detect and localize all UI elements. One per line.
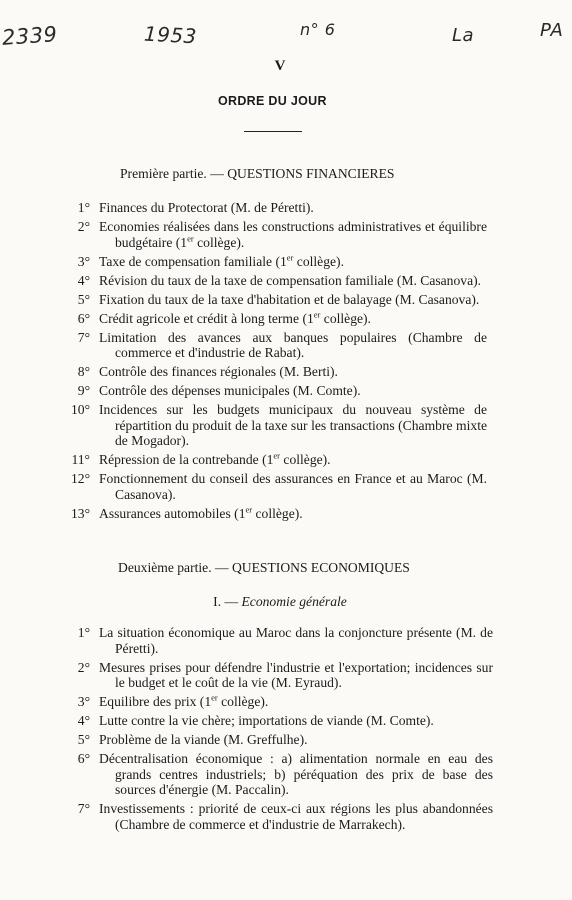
item-number: 4°	[77, 713, 90, 728]
item-text: Incidences sur les budgets municipaux du nouveau système de répartition du produit de la taxe sur les transactions (Chambre mixte de Mogador).	[99, 402, 487, 448]
handwritten-issue: n° 6	[300, 20, 336, 39]
item-text: Investissements : priorité de ceux-ci aux régions les plus abandonnées (Chambre de commerce et d'industrie de Marrakech).	[99, 801, 493, 832]
part2-heading: Deuxième partie. — QUESTIONS ECONOMIQUES	[118, 560, 410, 575]
handwritten-code-pa: PA	[540, 20, 564, 41]
item-number: 5°	[77, 291, 90, 307]
part2-list	[0, 625, 572, 836]
subsection-heading	[0, 594, 560, 610]
item-number: 6°	[77, 751, 90, 766]
item-text: La situation économique au Maroc dans la conjoncture présente (M. de Péretti).	[99, 625, 493, 656]
item-number: 3°	[77, 253, 90, 269]
item-number: 12°	[70, 471, 90, 486]
subsection-title: Economie générale	[241, 594, 347, 609]
item-number: 1°	[77, 625, 90, 640]
item-text: Répression de la contrebande (1er collège).	[99, 450, 331, 467]
list-item	[0, 471, 572, 502]
item-text: Décentralisation économique : a) alimentation normale en eau des grands centres industriels; b) péréquation des prix de base des sources d'énergie (M. Paccalin).	[99, 751, 493, 797]
list-item	[0, 292, 572, 308]
list-item	[0, 732, 572, 748]
section-number: V	[274, 58, 286, 74]
list-item	[0, 402, 572, 449]
item-number: 4°	[77, 272, 90, 288]
item-number: 3°	[77, 694, 90, 709]
item-number: 7°	[77, 801, 90, 816]
item-number: 2°	[77, 219, 90, 234]
item-text: Crédit agricole et crédit à long terme (1er collège).	[99, 308, 371, 326]
item-number: 2°	[77, 659, 90, 675]
item-text: Economies réalisées dans les constructions administratives et équilibre budgétaire (1er collège).	[99, 219, 487, 250]
page-title: ORDRE DU JOUR	[218, 94, 327, 108]
list-item	[0, 503, 572, 522]
item-text: Equilibre des prix (1er collège).	[99, 692, 269, 709]
handwritten-code-la: La	[452, 25, 475, 46]
subsection-label: I. —	[213, 594, 239, 609]
list-item	[0, 625, 572, 656]
item-text: Révision du taux de la taxe de compensation familiale (M. Casanova).	[99, 272, 482, 288]
item-text: Contrôle des finances régionales (M. Berti).	[99, 364, 338, 379]
list-item	[0, 251, 572, 270]
list-item	[0, 219, 572, 250]
item-number: 7°	[77, 329, 90, 345]
item-number: 5°	[77, 732, 90, 747]
item-text: Finances du Protectorat (M. de Péretti).	[99, 200, 314, 215]
title-divider	[244, 131, 302, 132]
handwritten-year: 1953	[143, 21, 198, 49]
list-item	[0, 713, 572, 729]
list-item	[0, 751, 572, 798]
item-number: 13°	[70, 505, 90, 521]
list-item	[0, 452, 572, 468]
part1-list	[0, 200, 572, 525]
handwritten-archive-number: 2339	[1, 22, 59, 50]
list-item	[0, 383, 572, 399]
list-item	[0, 364, 572, 380]
item-number: 10°	[70, 402, 90, 417]
item-text: Taxe de compensation familiale (1er collège).	[99, 251, 344, 269]
list-item	[0, 801, 572, 832]
list-item	[0, 660, 572, 691]
item-text: Contrôle des dépenses municipales (M. Comte).	[99, 383, 361, 398]
list-item	[0, 330, 572, 361]
item-text: Mesures prises pour défendre l'industrie et l'exportation; incidences sur le budget et le coût de la vie (M. Eyraud).	[99, 659, 493, 690]
list-item	[0, 200, 572, 216]
list-item	[0, 694, 572, 710]
list-item	[0, 308, 572, 327]
part1-heading: Première partie. — QUESTIONS FINANCIERES	[120, 166, 395, 181]
item-text: Limitation des avances aux banques populaires (Chambre de commerce et d'industrie de Rabat).	[99, 329, 487, 360]
item-number: 11°	[71, 452, 90, 467]
item-number: 1°	[77, 200, 90, 215]
item-text: Problème de la viande (M. Greffulhe).	[99, 732, 308, 747]
item-text: Fixation du taux de la taxe d'habitation et de balayage (M. Casanova).	[99, 291, 480, 307]
item-number: 8°	[77, 364, 90, 379]
item-text: Assurances automobiles (1er collège).	[99, 503, 303, 521]
list-item	[0, 273, 572, 289]
item-number: 6°	[77, 310, 90, 326]
item-text: Lutte contre la vie chère; importations de viande (M. Comte).	[99, 713, 434, 728]
item-text: Fonctionnement du conseil des assurances en France et au Maroc (M. Casanova).	[99, 471, 487, 502]
item-number: 9°	[77, 383, 90, 398]
